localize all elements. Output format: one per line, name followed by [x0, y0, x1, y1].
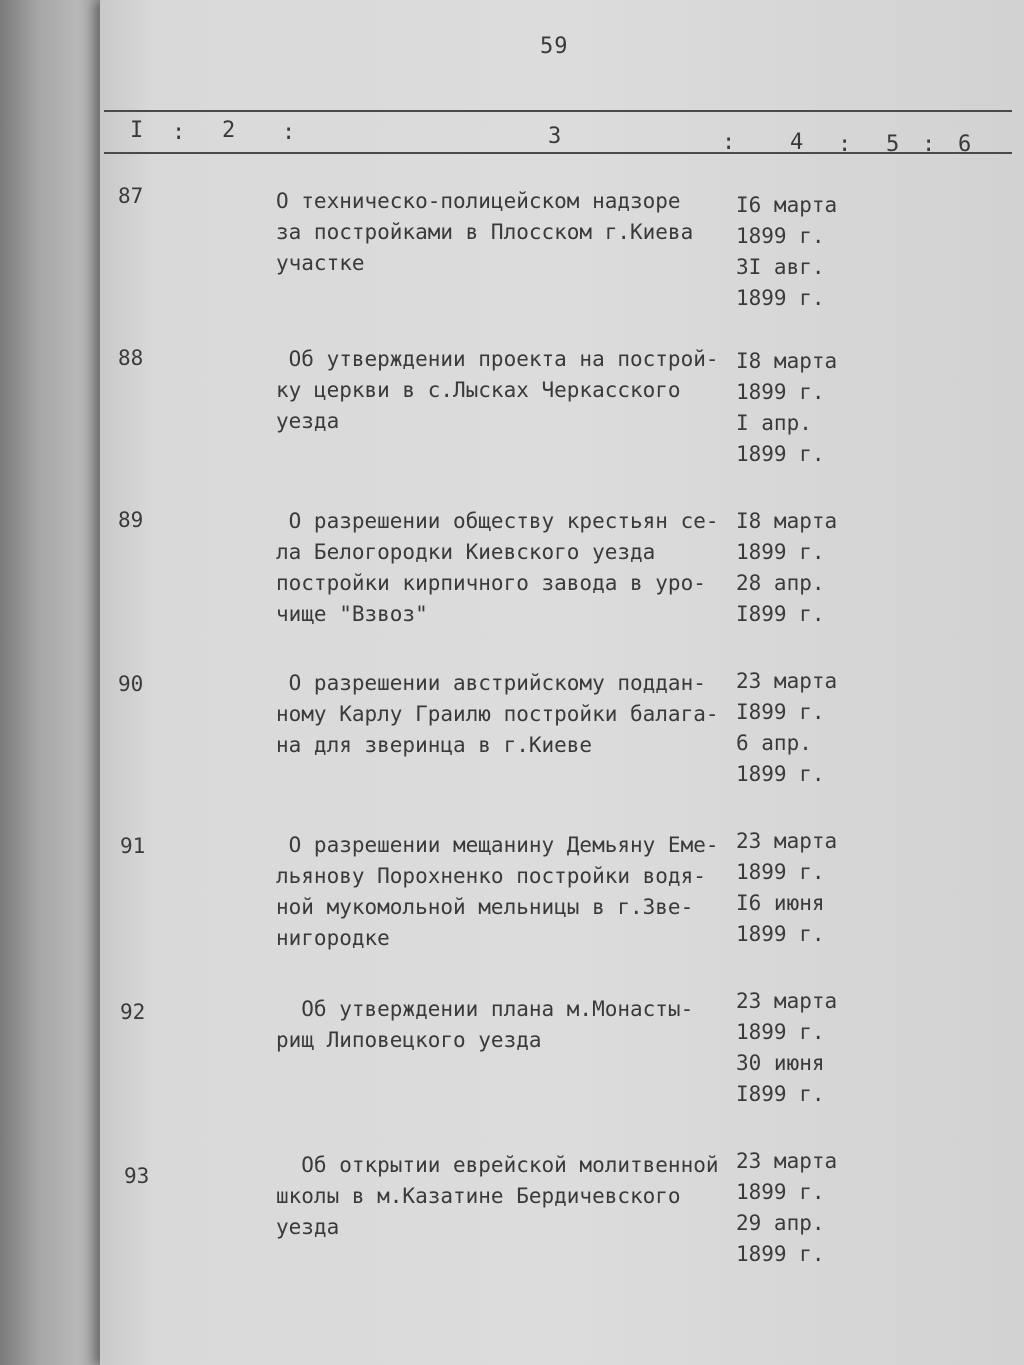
header-rule-top: [104, 110, 1012, 112]
entry-description: [276, 668, 746, 761]
entry-end-year: 1899 г.: [736, 762, 825, 786]
entry-number: 92: [120, 1000, 146, 1024]
entry-description-line: Об открытии еврейской молитвенной: [276, 1153, 719, 1177]
entry-description: [276, 186, 746, 279]
entry-description-line: Об утверждении проекта на построй-: [276, 347, 719, 371]
entry-number: 89: [118, 508, 144, 532]
entry-description-line: рищ Липовецкого уезда: [276, 1028, 542, 1052]
entry-start-date: I8 марта: [736, 509, 838, 533]
entry-end-year: 1899 г.: [736, 286, 825, 310]
page-number: 59: [540, 34, 569, 59]
entry-dates: [736, 1146, 866, 1270]
column-separator: :: [282, 120, 296, 145]
column-header-5: 5: [886, 132, 900, 157]
entry-dates: [736, 826, 866, 950]
entry-description-line: льянову Порохненко постройки водя-: [276, 864, 706, 888]
entry-number: 88: [118, 346, 144, 370]
entry-description: [276, 1150, 746, 1243]
entry-number: 91: [120, 834, 146, 858]
entry-description-line: О разрешении австрийскому поддан-: [276, 671, 706, 695]
column-header-3: 3: [548, 124, 562, 149]
entry-start-year: 1899 г.: [736, 224, 825, 248]
entry-start-date: I8 марта: [736, 349, 838, 373]
entry-description-line: О разрешении мещанину Демьяну Еме-: [276, 833, 719, 857]
entry-description: [276, 830, 746, 954]
column-header-6: 6: [958, 132, 972, 157]
column-separator: :: [922, 132, 936, 157]
column-header-4: 4: [790, 130, 804, 155]
entry-description-line: на для зверинца в г.Киеве: [276, 733, 593, 757]
entry-end-date: 29 апр.: [736, 1211, 825, 1235]
entry-end-year: 1899 г.: [736, 922, 825, 946]
entry-end-date: 28 апр.: [736, 571, 825, 595]
entry-description-line: нигородке: [276, 926, 390, 950]
entry-start-date: 23 марта: [736, 829, 838, 853]
entry-description-line: ла Белогородки Киевского уезда: [276, 540, 656, 564]
entry-description-line: ному Карлу Граилю постройки балага-: [276, 702, 719, 726]
entry-description-line: Об утверждении плана м.Монасты-: [276, 997, 694, 1021]
entry-description-line: ной мукомольной мельницы в г.Зве-: [276, 895, 694, 919]
entry-number: 93: [124, 1164, 150, 1188]
entry-start-date: 23 марта: [736, 1149, 838, 1173]
entry-description-line: уезда: [276, 1215, 340, 1239]
entry-start-year: 1899 г.: [736, 860, 825, 884]
entry-start-year: 1899 г.: [736, 540, 825, 564]
entry-description-line: уезда: [276, 409, 340, 433]
entry-description-line: ку церкви в с.Лысках Черкасского: [276, 378, 681, 402]
entry-dates: [736, 190, 866, 314]
header-rule-bottom: [104, 152, 1012, 154]
entry-end-date: I апр.: [736, 411, 812, 435]
entry-end-year: 1899 г.: [736, 442, 825, 466]
entry-description: [276, 344, 746, 437]
entry-description-line: О техническо-полицейском надзоре: [276, 189, 681, 213]
entry-description-line: О разрешении обществу крестьян се-: [276, 509, 719, 533]
entry-start-year: 1899 г.: [736, 1180, 825, 1204]
entry-dates: [736, 986, 866, 1110]
entry-start-date: 23 марта: [736, 989, 838, 1013]
entry-start-year: I899 г.: [736, 700, 825, 724]
entry-start-year: 1899 г.: [736, 1020, 825, 1044]
entry-description-line: за постройками в Плосском г.Киева: [276, 220, 694, 244]
entry-start-year: 1899 г.: [736, 380, 825, 404]
entry-number: 90: [118, 672, 144, 696]
entry-description-line: школы в м.Казатине Бердичевского: [276, 1184, 681, 1208]
entry-end-date: 3I авг.: [736, 255, 825, 279]
entry-description-line: чище "Взвоз": [276, 602, 428, 626]
entry-end-date: I6 июня: [736, 891, 825, 915]
entry-end-year: I899 г.: [736, 602, 825, 626]
entry-description: [276, 994, 746, 1056]
entry-dates: [736, 346, 866, 470]
entry-dates: [736, 666, 866, 790]
entry-end-year: I899 г.: [736, 1082, 825, 1106]
column-header-2: 2: [222, 118, 236, 143]
entry-end-date: 6 апр.: [736, 731, 812, 755]
entry-description-line: постройки кирпичного завода в уро-: [276, 571, 706, 595]
column-header-1: I: [130, 118, 144, 143]
entry-dates: [736, 506, 866, 630]
entry-end-date: 30 июня: [736, 1051, 825, 1075]
entry-start-date: 23 марта: [736, 669, 838, 693]
column-separator: :: [172, 120, 186, 145]
entry-number: 87: [118, 184, 144, 208]
column-separator: :: [722, 130, 736, 155]
entry-start-date: I6 марта: [736, 193, 838, 217]
book-spine-edge: [0, 0, 110, 1365]
entry-description: [276, 506, 746, 630]
entry-end-year: 1899 г.: [736, 1242, 825, 1266]
entry-description-line: участке: [276, 251, 365, 275]
column-separator: :: [838, 132, 852, 157]
